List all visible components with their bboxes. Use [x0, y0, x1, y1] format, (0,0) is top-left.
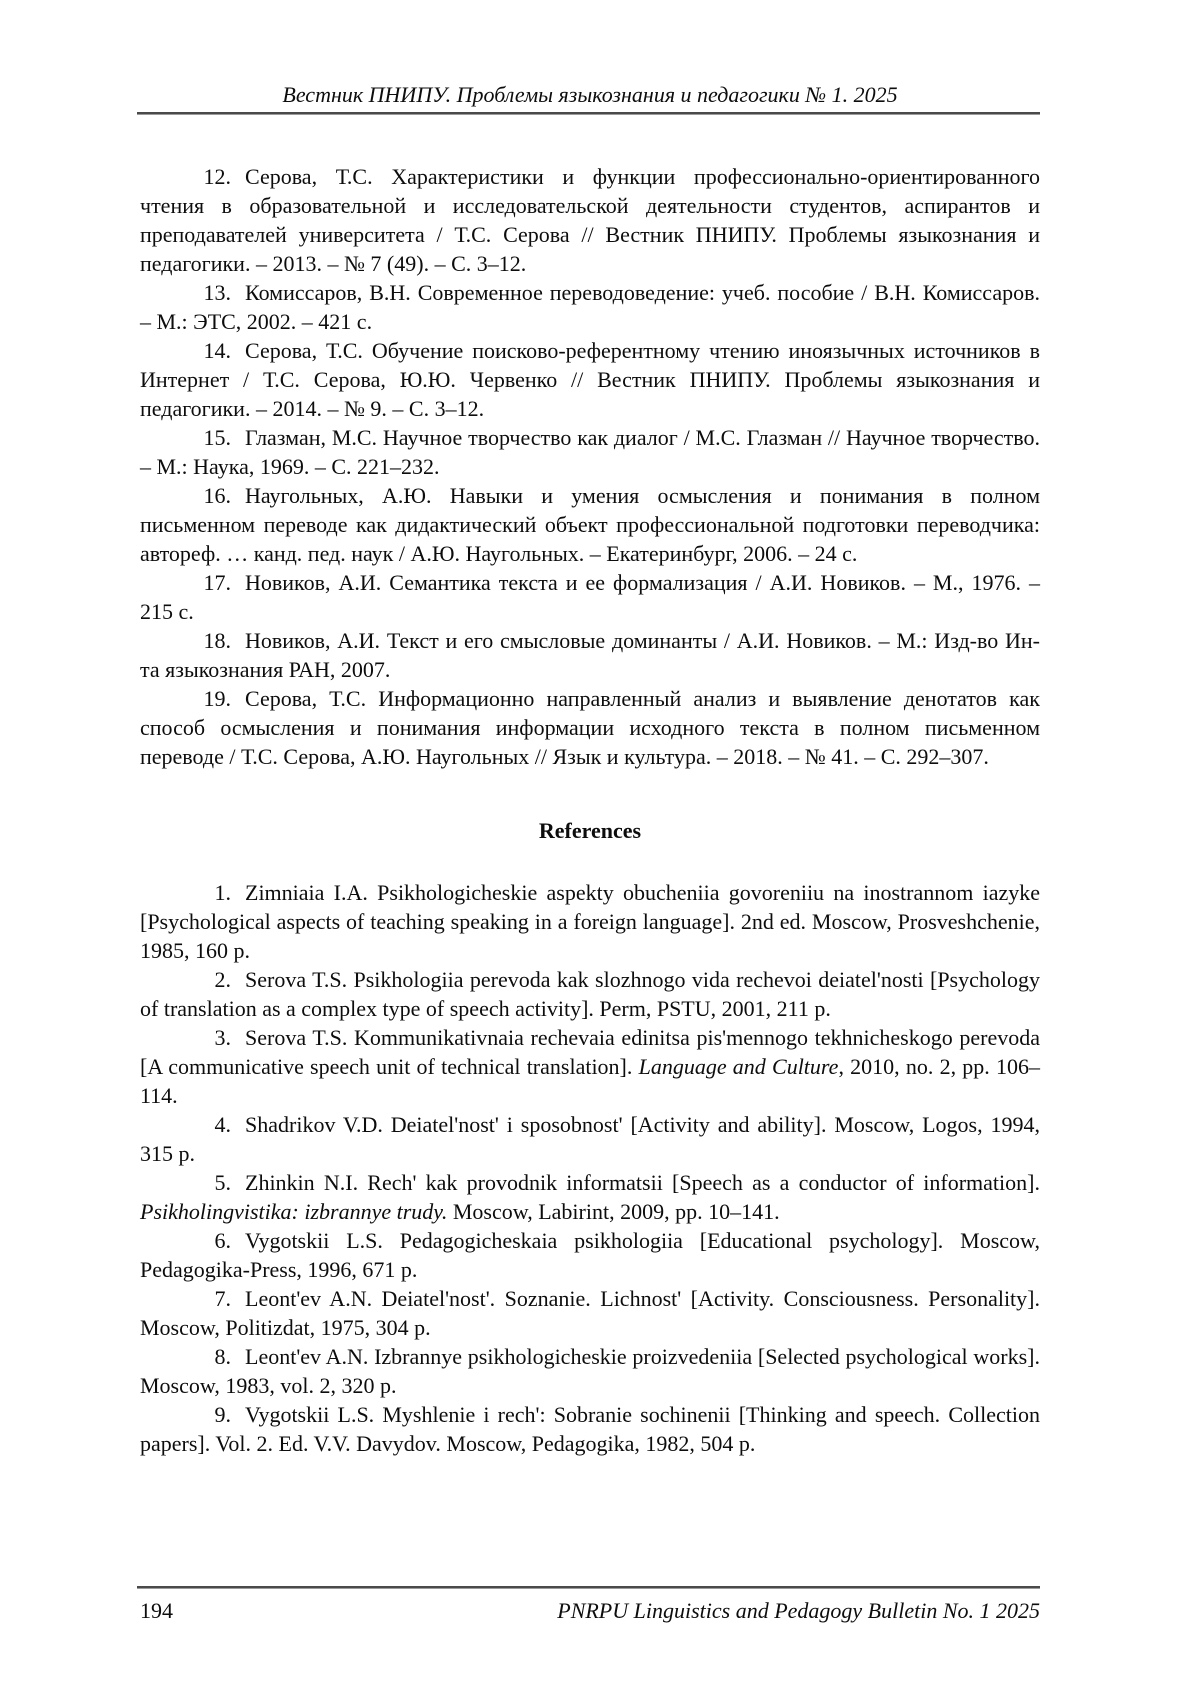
reference-number: 13. [203, 280, 231, 305]
reference-text: Shadrikov V.D. Deiatel'nost' i sposobnost' [Activity and ability]. Moscow, Logos, 1994, 315 p. [140, 1112, 1040, 1166]
reference-item [140, 965, 1040, 1023]
reference-text: Serova T.S. Kommunikativnaia rechevaia edinitsa pis'mennogo tekhnicheskogo perevoda [A communicative speech unit of technical translation]. [140, 1025, 1040, 1079]
reference-number: 7. [214, 1286, 231, 1311]
reference-text: Новиков, А.И. Текст и его смысловые доминанты / А.И. Новиков. – М.: Изд-во Ин-та языкознания РАН, 2007. [140, 628, 1040, 682]
reference-item [140, 878, 1040, 965]
reference-item [140, 336, 1040, 423]
reference-item [140, 568, 1040, 626]
reference-title-italic: Psikholingvistika: izbrannye trudy. [140, 1199, 448, 1224]
references-list-english [140, 878, 1040, 1458]
reference-item [140, 1110, 1040, 1168]
reference-number: 4. [214, 1112, 231, 1137]
reference-text: Serova T.S. Psikhologiia perevoda kak slozhnogo vida rechevoi deiatel'nosti [Psychology of translation as a complex type of speech activity]. Perm, PSTU, 2001, 211 p. [140, 967, 1040, 1021]
reference-item [140, 1342, 1040, 1400]
reference-text: Серова, Т.С. Характеристики и функции профессионально-ориентированного чтения в образовательной и исследовательской деятельности студентов, аспирантов и преподавателей университета / Т.С. Серова // Вестник ПНИПУ. Проблемы языкознания и педагогики. – 2013. – № 7 (49). – С. 3–12. [140, 164, 1040, 276]
reference-text: Moscow, Labirint, 2009, pp. 10–141. [447, 1199, 780, 1224]
page-number: 194 [140, 1598, 173, 1623]
page-content [140, 162, 1040, 1458]
reference-number: 9. [214, 1402, 231, 1427]
reference-item [140, 626, 1040, 684]
reference-text: Vygotskii L.S. Pedagogicheskaia psikhologiia [Educational psychology]. Moscow, Pedagogika-Press, 1996, 671 p. [140, 1228, 1040, 1282]
reference-item [140, 684, 1040, 771]
reference-text: Серова, Т.С. Информационно направленный анализ и выявление денотатов как способ осмысления и понимания информации исходного текста в полном письменном переводе / Т.С. Серова, А.Ю. Наугольных // Язык и культура. – 2018. – № 41. – С. 292–307. [140, 686, 1040, 769]
running-header: Вестник ПНИПУ. Проблемы языкознания и педагогики № 1. 2025 [282, 82, 898, 107]
reference-number: 2. [214, 967, 231, 992]
reference-text: , 2010, no. 2, pp. 106–114. [140, 1054, 1040, 1108]
reference-number: 18. [203, 628, 231, 653]
reference-text: Zimniaia I.A. Psikhologicheskie aspekty obucheniia govoreniiu na inostrannom iazyke [Psychological aspects of teaching speaking in a foreign language]. 2nd ed. Moscow, Prosveshchenie, 1985, 160 p. [140, 880, 1040, 963]
reference-number: 14. [203, 338, 231, 363]
reference-number: 8. [214, 1344, 231, 1369]
footer-rule [137, 1586, 1040, 1589]
reference-text: Новиков, А.И. Семантика текста и ее формализация / А.И. Новиков. – М., 1976. – 215 с. [140, 570, 1040, 624]
reference-text: Leont'ev A.N. Izbrannye psikhologicheskie proizvedeniia [Selected psychological works]. Moscow, 1983, vol. 2, 320 p. [140, 1344, 1040, 1398]
bibliography-list-russian [140, 162, 1040, 771]
reference-number: 1. [214, 880, 231, 905]
reference-number: 16. [203, 483, 231, 508]
reference-text: Глазман, М.С. Научное творчество как диалог / М.С. Глазман // Научное творчество. – М.: Наука, 1969. – С. 221–232. [140, 425, 1040, 479]
reference-item [140, 278, 1040, 336]
reference-number: 17. [203, 570, 231, 595]
reference-number: 3. [214, 1025, 231, 1050]
reference-item [140, 1023, 1040, 1110]
reference-number: 15. [203, 425, 231, 450]
reference-text: Комиссаров, В.Н. Современное переводоведение: учеб. пособие / В.Н. Комиссаров. – М.: ЭТС, 2002. – 421 с. [140, 280, 1040, 334]
references-heading: References [538, 818, 642, 843]
reference-title-italic: Language and Culture [638, 1054, 839, 1079]
footer-journal-title: PNRPU Linguistics and Pedagogy Bulletin No. 1 2025 [557, 1598, 1040, 1623]
reference-number: 19. [203, 686, 231, 711]
reference-item [140, 1400, 1040, 1458]
reference-item [140, 1168, 1040, 1226]
reference-item [140, 162, 1040, 278]
reference-item [140, 1284, 1040, 1342]
reference-number: 5. [214, 1170, 231, 1195]
reference-item [140, 481, 1040, 568]
reference-item [140, 1226, 1040, 1284]
page-footer [140, 1597, 1040, 1625]
reference-text: Vygotskii L.S. Myshlenie i rech': Sobranie sochinenii [Thinking and speech. Collection papers]. Vol. 2. Ed. V.V. Davydov. Moscow, Pedagogika, 1982, 504 p. [140, 1402, 1040, 1456]
reference-item [140, 423, 1040, 481]
header-rule [137, 112, 1040, 115]
reference-number: 6. [214, 1228, 231, 1253]
reference-text: Серова, Т.С. Обучение поисково-референтному чтению иноязычных источников в Интернет / Т.С. Серова, Ю.Ю. Червенко // Вестник ПНИПУ. Проблемы языкознания и педагогики. – 2014. – № 9. – С. 3–12. [140, 338, 1040, 421]
reference-number: 12. [203, 164, 231, 189]
reference-text: Наугольных, А.Ю. Навыки и умения осмысления и понимания в полном письменном переводе как дидактический объект профессиональной подготовки переводчика: автореф. … канд. пед. наук / А.Ю. Наугольных. – Екатеринбург, 2006. – 24 с. [140, 483, 1040, 566]
reference-text: Zhinkin N.I. Rech' kak provodnik informatsii [Speech as a conductor of information]. [245, 1170, 1040, 1195]
reference-text: Leont'ev A.N. Deiatel'nost'. Soznanie. Lichnost' [Activity. Consciousness. Personality]. Moscow, Politizdat, 1975, 304 p. [140, 1286, 1040, 1340]
